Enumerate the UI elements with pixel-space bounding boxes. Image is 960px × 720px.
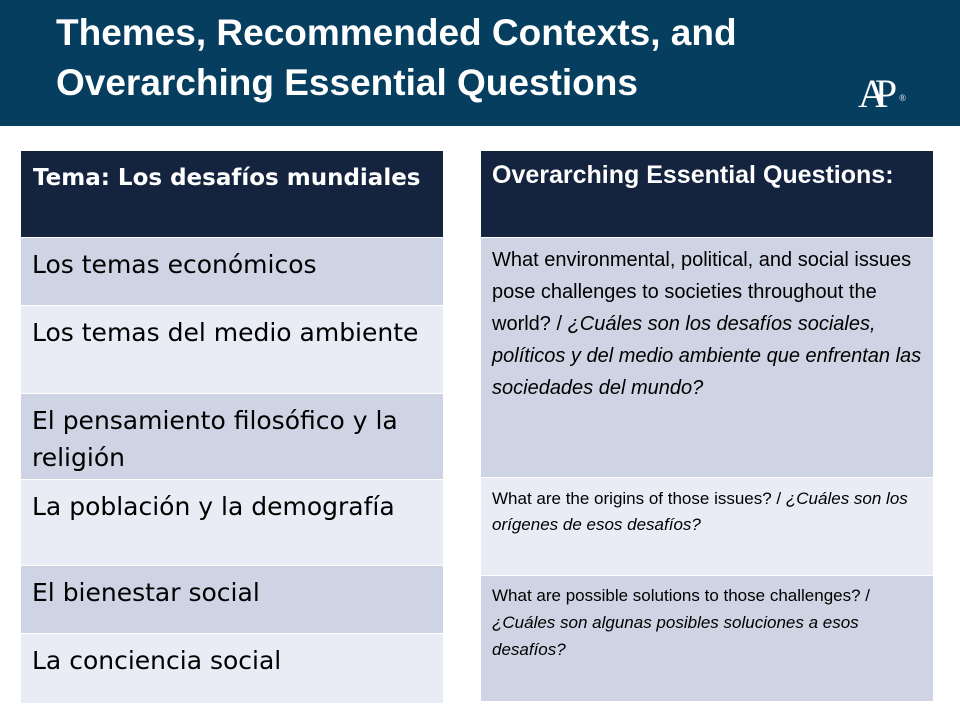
context-row: La población y la demografía (21, 479, 443, 565)
context-row: Los temas económicos (21, 237, 443, 305)
context-row: El bienestar social (21, 565, 443, 633)
essential-questions-table (481, 151, 933, 701)
context-row: La conciencia social (21, 633, 443, 703)
themes-table (21, 151, 443, 703)
theme-header: Tema: Los desafíos mundiales (21, 151, 443, 237)
context-row: El pensamiento filosófico y la religión (21, 393, 443, 479)
context-row: Los temas del medio ambiente (21, 305, 443, 393)
ap-logo-text: AP (858, 71, 886, 116)
question-spanish: ¿Cuáles son los orígenes de esos desafíos? (492, 489, 908, 534)
registered-mark: ® (899, 93, 906, 103)
question-english: What environmental, political, and social issues pose challenges to societies throughout the world? / (492, 249, 912, 335)
question-spanish: ¿Cuáles son los desafíos sociales, políticos y del medio ambiente que enfrentan las sociedades del mundo? (492, 313, 922, 399)
question-row (481, 477, 933, 575)
question-row (481, 575, 933, 701)
question-spanish: ¿Cuáles son algunas posibles soluciones a esos desafíos? (492, 613, 859, 659)
questions-header: Overarching Essential Questions: (481, 151, 933, 237)
question-english: What are possible solutions to those challenges? / (492, 586, 871, 605)
ap-logo (858, 72, 922, 116)
page-title: Themes, Recommended Contexts, and Overarching Essential Questions (56, 12, 737, 103)
title-banner (0, 0, 960, 126)
question-english: What are the origins of those issues? / (492, 489, 782, 508)
question-row (481, 237, 933, 477)
